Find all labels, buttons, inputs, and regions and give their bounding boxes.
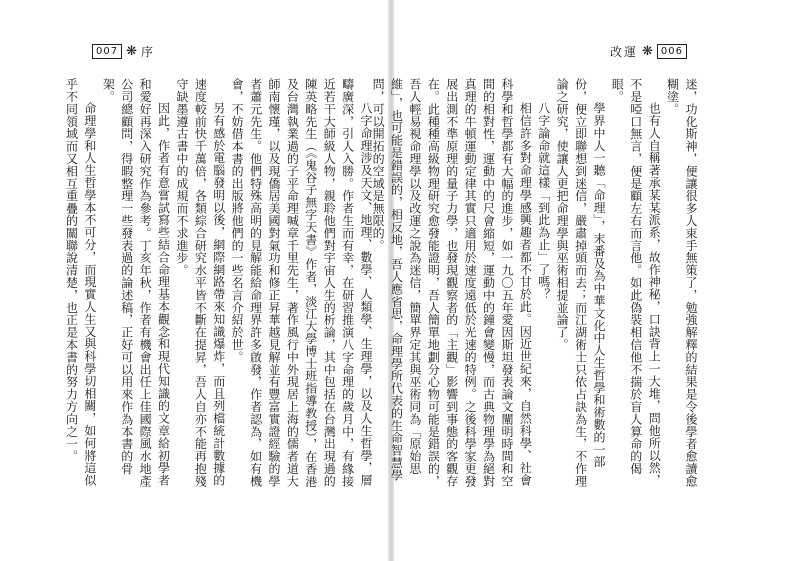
right-section-title: 改運: [610, 44, 639, 59]
left-page-body: [64, 78, 375, 488]
paragraph: 八字命理涉及天文、地理、數學、人類學、生理學，以及人生哲學，層疇廣深，引人入勝。作者生而有幸，在研習推演八字命理的歲月中，有緣接近若干大師級人物，親聆他們對宇宙人生的析論，其中包括在台灣出現過的陳英略先生（《鬼谷子無字天書》作者，淡江大學博士班指導教授），在香港及台灣執業過的子平命理喊章千里先生，著作風行中外現居上海的儒者道大師南懷瑾，以及現僑居美國對氣功和修正昇華越見解並有豐富實證經驗的學者蕭元先生。他們特殊高明的見解能給命理界許多啟發，作者認為，如有機會，不妨借本書的出版將他們的一些名言介紹於世。: [230, 78, 373, 488]
left-section-title: 序: [141, 44, 156, 59]
flower-ornament-icon: ❋: [126, 43, 137, 59]
paragraph: 因此，作者有意嘗試寫些結合命理基本觀念和現代知識的文章給初學者和愛好再深入研究作為參考。丁亥年秋，作者有機會出任上佳國際風水地產公司總顧問，得暇整理一些發表過的論述稿，正好可以用來作為本書的骨架。: [101, 78, 171, 488]
right-page-number: 006: [657, 44, 687, 59]
right-page-header: [610, 42, 687, 60]
paragraph: 迷，功化斯神，便讓很多人束手無策了，勉強解釋的結果是令後學者愈讀愈糊塗。: [665, 78, 698, 488]
paragraph: 相信許多對命理學感興趣者都不甘於此。因近世紀來，自然科學、社會科學和哲學都有大幅的進步，如一九〇五年愛因斯坦發表論文闡明時間和空間的相對性，運動中的尺會縮短，運動中的鐘會變慢，而古典物理學為絕對真理的牛頓運動定律其實只適用於速度遠低於光速的特例。之後科學家更發展出測不準原理的量子力學，也發現觀察者的「主觀」影響到事態的客觀存在。此種種高級物理研究愈發能證明，吾人簡單地劃分心物可能是錯誤的，吾人輕易視命理學以及改運之說為迷信，簡單界定其與巫術同為「原始思維」，也可能是錯誤的，相反地，吾人應省思，命理學所代表的生命智慧學問，可以開拓的空域是無限的。: [371, 78, 533, 488]
paragraph: 八字論命就這樣「到此為止」了嗎？: [536, 102, 551, 301]
right-page-body: [371, 78, 700, 488]
paragraph: 學界中人一聽「命理」，末番及為中華文化中人生哲學和術數的一部份，便立即聯想到迷信，嚴肅掉頭而去；而江湖術士只依占訣為生，不作理論之研究，使讓人更把命理學與巫術相提並論了。: [555, 78, 606, 488]
paragraph: 另有感於電腦發明以後，網際網路帶來知識爆炸，而且列檔統計數據的速度較前快千萬倍，各類綜合研究水平皆不斷在提昇，吾人自亦不能再抱殘守缺墨遵古書中的成規而不求進步。: [174, 78, 226, 488]
left-page-number: 007: [92, 44, 122, 59]
left-page-header: [92, 42, 155, 60]
paragraph: 也有人自稱著承某某派系，故作神秘，口訣背上一大堆，問他所以然，不是啞口無言，便是顧左右而言他。如此偽裝相信他不揣於盲人算命的偈眼。: [610, 78, 662, 487]
flower-ornament-icon: ❋: [642, 43, 653, 59]
paragraph: 命理學和人生哲學本不可分，而現實人生又與科學切相關，如何將這似乎不同領域而又相互重疊的關聯說清楚，也正是本書的努力方向之一。: [64, 78, 97, 487]
